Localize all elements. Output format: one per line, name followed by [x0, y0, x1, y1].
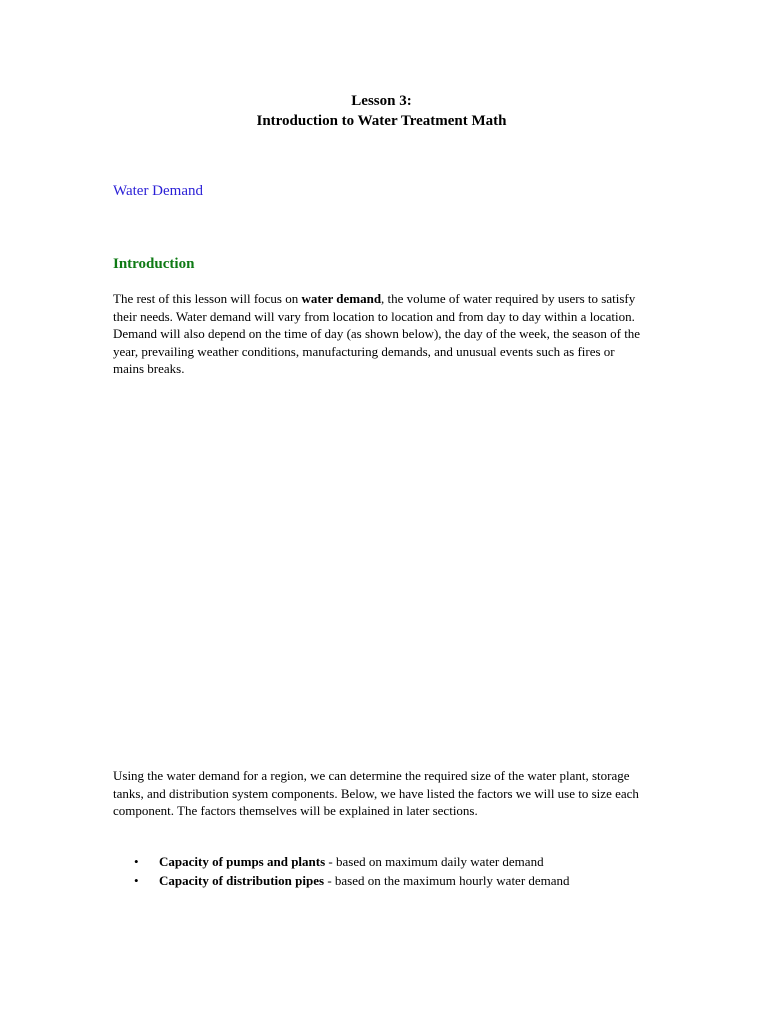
- bullet-marker: •: [134, 873, 139, 888]
- lesson-name: Introduction to Water Treatment Math: [256, 113, 507, 129]
- sizing-factors-list: [113, 852, 673, 890]
- list-item-text: - based on maximum daily water demand: [325, 854, 544, 869]
- lesson-title: [0, 91, 763, 131]
- list-item-term: Capacity of pumps and plants: [159, 854, 326, 869]
- list-item: [113, 871, 673, 890]
- subheading-introduction: Introduction: [113, 256, 195, 272]
- list-item-term: Capacity of distribution pipes: [159, 873, 325, 888]
- list-item: [113, 852, 673, 871]
- section-heading-water-demand: Water Demand: [113, 183, 203, 199]
- bullet-marker: •: [134, 854, 139, 869]
- intro-paragraph-rest: , the volume of water required by users to satisfy their needs. Water demand will vary from location to location and from day to day within a location. Demand will also depend on the time of day (as shown below), the day of the week, the season of the year, prevailing weather conditions, manufacturing demands, and unusual events such as fires or mains breaks.: [113, 291, 641, 376]
- lesson-number: Lesson 3:: [351, 93, 412, 109]
- intro-paragraph: [113, 290, 643, 378]
- sizing-paragraph: Using the water demand for a region, we can determine the required size of the water plant, storage tanks, and distribution system components. Below, we have listed the factors we will use to size each component. The factors themselves will be explained in later sections.: [113, 768, 639, 818]
- term-water-demand: water demand: [301, 291, 382, 306]
- intro-paragraph-start: The rest of this lesson will focus on: [113, 291, 302, 306]
- list-item-text: - based on the maximum hourly water demand: [324, 873, 570, 888]
